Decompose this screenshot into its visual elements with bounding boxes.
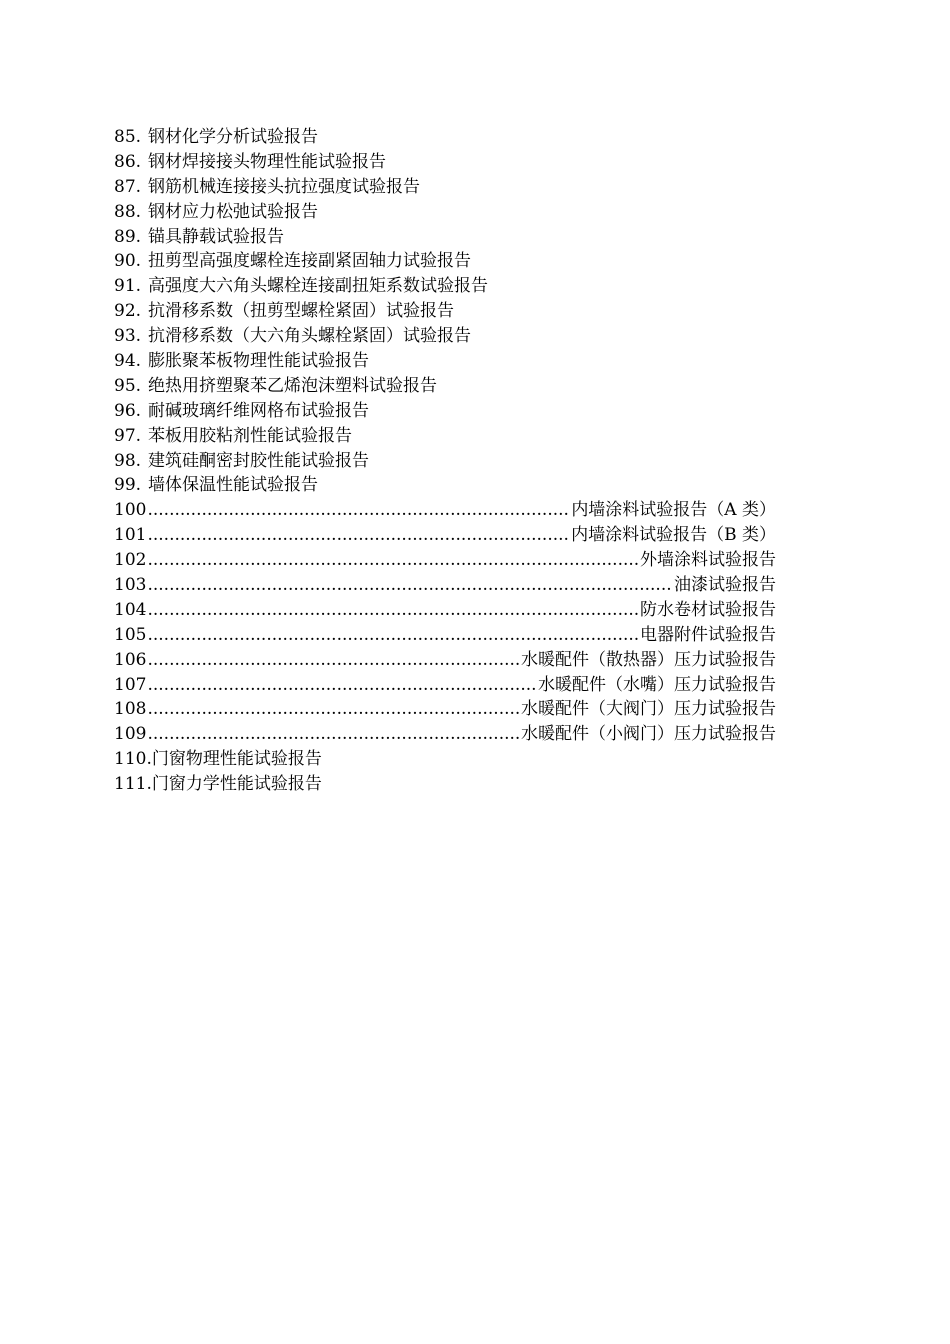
item-number: 103 xyxy=(114,575,147,596)
list-item xyxy=(114,324,776,349)
item-title: 钢材应力松弛试验报告 xyxy=(148,201,318,222)
item-number: 102 xyxy=(114,550,147,571)
item-title: 水暖配件（大阀门）压力试验报告 xyxy=(521,699,776,720)
item-number: 87. xyxy=(114,176,142,197)
item-title: 门窗物理性能试验报告 xyxy=(151,749,322,770)
item-number: 106 xyxy=(114,649,147,670)
dot-leader xyxy=(147,623,639,648)
item-title: 钢筋机械连接接头抗拉强度试验报告 xyxy=(148,176,420,197)
list-item xyxy=(114,249,776,274)
item-number: 108 xyxy=(114,699,147,720)
item-title: 绝热用挤塑聚苯乙烯泡沫塑料试验报告 xyxy=(148,375,437,396)
report-list xyxy=(114,125,776,797)
item-number: 88. xyxy=(114,201,142,222)
dot-leader xyxy=(147,523,570,548)
item-title: 锚具静载试验报告 xyxy=(148,226,284,247)
item-title: 扭剪型高强度螺栓连接副紧固轴力试验报告 xyxy=(148,251,471,272)
item-title: 膨胀聚苯板物理性能试验报告 xyxy=(148,351,369,372)
item-title: 抗滑移系数（扭剪型螺栓紧固）试验报告 xyxy=(148,301,454,322)
dot-leader xyxy=(147,722,520,747)
item-title: 墙体保温性能试验报告 xyxy=(148,475,318,496)
dot-leader xyxy=(147,648,520,673)
list-item xyxy=(114,449,776,474)
dot-leader xyxy=(147,673,537,698)
item-number: 110. xyxy=(114,749,152,770)
list-item xyxy=(114,772,776,797)
item-title: 钢材化学分析试验报告 xyxy=(148,127,318,147)
item-number: 107 xyxy=(114,674,147,695)
list-item xyxy=(114,374,776,399)
list-item xyxy=(114,473,776,498)
list-item xyxy=(114,573,776,598)
item-number: 89. xyxy=(114,226,142,247)
item-title: 高强度大六角头螺栓连接副扭矩系数试验报告 xyxy=(148,276,488,297)
item-title: 水暖配件（水嘴）压力试验报告 xyxy=(538,674,776,695)
list-item xyxy=(114,648,776,673)
list-item xyxy=(114,150,776,175)
list-item xyxy=(114,673,776,698)
item-number: 96. xyxy=(114,400,142,421)
item-number: 111. xyxy=(114,774,152,795)
item-number: 92. xyxy=(114,301,142,322)
item-title: 苯板用胶粘剂性能试验报告 xyxy=(148,425,352,446)
item-title: 内墙涂料试验报告（A 类） xyxy=(571,500,776,521)
item-number: 99. xyxy=(114,475,142,496)
item-number: 91. xyxy=(114,276,142,297)
list-item xyxy=(114,175,776,200)
list-item xyxy=(114,498,776,523)
list-item xyxy=(114,623,776,648)
item-title: 建筑硅酮密封胶性能试验报告 xyxy=(148,450,369,471)
list-item xyxy=(114,125,776,150)
item-title: 钢材焊接接头物理性能试验报告 xyxy=(148,151,386,172)
item-number: 104 xyxy=(114,599,147,620)
list-item xyxy=(114,274,776,299)
list-item xyxy=(114,299,776,324)
item-title: 耐碱玻璃纤维网格布试验报告 xyxy=(148,400,369,421)
list-item xyxy=(114,523,776,548)
item-title: 外墙涂料试验报告 xyxy=(640,550,776,571)
item-number: 101 xyxy=(114,525,147,546)
dot-leader xyxy=(147,697,520,722)
item-number: 90. xyxy=(114,251,142,272)
item-number: 105 xyxy=(114,624,147,645)
item-number: 93. xyxy=(114,326,142,347)
item-title: 电器附件试验报告 xyxy=(640,624,776,645)
item-number: 98. xyxy=(114,450,142,471)
list-item xyxy=(114,399,776,424)
list-item xyxy=(114,598,776,623)
item-number: 109 xyxy=(114,724,147,745)
item-number: 86. xyxy=(114,151,142,172)
list-item xyxy=(114,697,776,722)
list-item xyxy=(114,722,776,747)
list-item xyxy=(114,349,776,374)
item-number: 97. xyxy=(114,425,142,446)
list-item xyxy=(114,200,776,225)
item-title: 门窗力学性能试验报告 xyxy=(151,774,322,795)
dot-leader xyxy=(147,573,673,598)
item-title: 水暖配件（散热器）压力试验报告 xyxy=(521,649,776,670)
dot-leader xyxy=(147,548,639,573)
item-title: 抗滑移系数（大六角头螺栓紧固）试验报告 xyxy=(148,326,471,347)
item-title: 油漆试验报告 xyxy=(674,575,776,596)
list-item xyxy=(114,225,776,250)
item-number: 94. xyxy=(114,351,142,372)
list-item xyxy=(114,548,776,573)
item-number: 85. xyxy=(114,127,142,147)
item-title: 防水卷材试验报告 xyxy=(640,599,776,620)
item-title: 水暖配件（小阀门）压力试验报告 xyxy=(521,724,776,745)
list-item xyxy=(114,747,776,772)
dot-leader xyxy=(147,598,639,623)
item-number: 100 xyxy=(114,500,147,521)
list-item xyxy=(114,424,776,449)
item-title: 内墙涂料试验报告（B 类） xyxy=(571,525,776,546)
dot-leader xyxy=(147,498,570,523)
item-number: 95. xyxy=(114,375,142,396)
